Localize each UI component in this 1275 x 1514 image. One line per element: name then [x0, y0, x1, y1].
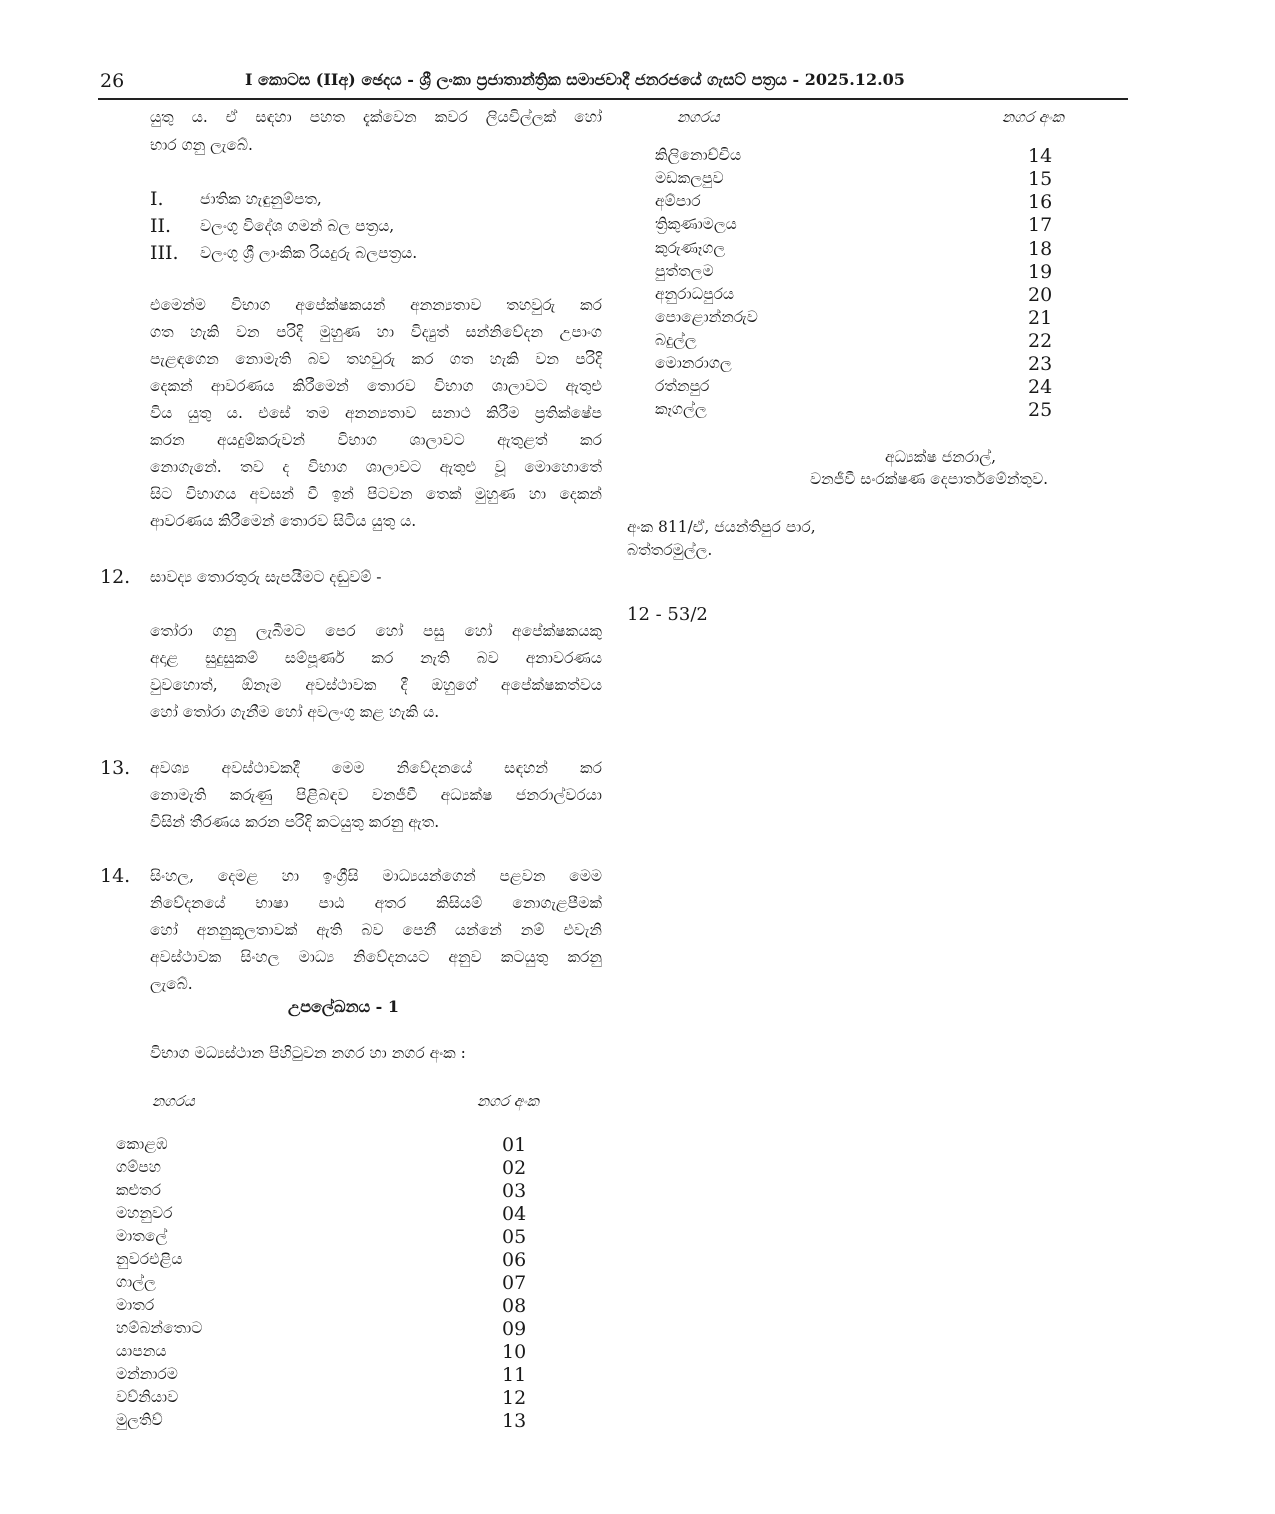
- header-rule: [98, 98, 1128, 100]
- city-name: කුරුණෑගල: [655, 239, 726, 257]
- id-list-item: ජාතික හැඳුනුම්පත,: [200, 190, 322, 208]
- section-14-line: සිංහල, දෙමළ හා ඉංග්‍රීසි මාධ්‍යයන්ගෙන් පළවන මෙම: [150, 867, 602, 885]
- identity-para-line: කරන අයදුම්කරුවන් විභාග ශාලාවට ඇතුළත් කර: [150, 431, 602, 449]
- table-header-city: නගරය: [152, 1092, 195, 1110]
- city-code: 22: [1028, 330, 1053, 352]
- city-code: 09: [502, 1318, 527, 1340]
- section-12-line: තෝරා ගනු ලැබීමට පෙර හෝ පසු හෝ අපේක්ෂකයකු: [150, 622, 602, 640]
- city-code: 20: [1028, 284, 1053, 306]
- identity-para-line: පැළඳගෙන නොමැති බව තහවුරු කර ගත හැකි වන පරිදි: [150, 350, 602, 368]
- table-header-code: නගර අංක: [477, 1092, 539, 1110]
- city-code: 24: [1028, 376, 1053, 398]
- annex-intro: විභාග මධ්‍යස්ථාන පිහිටුවන නගර හා නගර අංක :: [150, 1044, 466, 1062]
- city-code: 05: [502, 1226, 527, 1248]
- city-name: රත්නපුර: [655, 377, 710, 395]
- city-name: මහනුවර: [116, 1204, 173, 1222]
- city-code: 03: [502, 1180, 527, 1202]
- section-14-line: හෝ අනනුකූලතාවක් ඇති බව පෙනී යන්නේ නම් එවැනි: [150, 921, 602, 939]
- city-name: මාතලේ: [116, 1227, 168, 1245]
- city-name: මුලතිව්: [116, 1411, 163, 1429]
- id-list-numeral: III.: [150, 242, 179, 264]
- identity-para-line: එමෙන්ම විභාග අපේක්ෂකයන් අනන්‍යතාව තහවුරු කර: [150, 296, 602, 314]
- annex-title: උපලේඛනය - 1: [288, 997, 399, 1016]
- section-12-line: අදාළ සුදුසුකම් සම්පූර්ණ කර නැති බව අනාවරණය: [150, 649, 602, 667]
- city-name: යාපනය: [116, 1342, 167, 1360]
- section-13-number: 13.: [100, 757, 131, 779]
- city-name: පුත්තලම: [655, 262, 714, 280]
- city-name: වව්නියාව: [116, 1388, 179, 1406]
- id-list-item: වලංගු ශ්‍රී ලාංකික රියදුරු බලපත්‍රය.: [200, 244, 418, 262]
- reference-number: 12 - 53/2: [627, 604, 708, 625]
- section-12-line: හෝ තෝරා ගැනීම හෝ අවලංගු කළ හැකි ය.: [150, 703, 440, 721]
- city-code: 13: [502, 1410, 527, 1432]
- section-14-line: නිවේදනයේ භාෂා පාඨ අතර කිසියම් නොගැළපීමක්: [150, 894, 602, 912]
- section-12-title: සාවද්‍ය තොරතුරු සැපයීමට දඬුවම් -: [150, 568, 382, 586]
- city-code: 01: [502, 1134, 527, 1156]
- identity-para-line: ගත හැකි වන පරිදි මුහුණ හා විද්‍යුත් සන්නිවේදන උපාංග: [150, 323, 602, 341]
- intro-line-2: භාර ගනු ලැබේ.: [150, 136, 253, 154]
- city-code: 02: [502, 1157, 527, 1179]
- city-code: 17: [1028, 214, 1053, 236]
- city-code: 08: [502, 1295, 527, 1317]
- city-name: මොනරාගල: [655, 354, 732, 372]
- city-code: 04: [502, 1203, 527, 1225]
- table-header-city: නගරය: [677, 108, 720, 126]
- page-number: 26: [100, 70, 125, 92]
- city-name: කෑගල්ල: [655, 400, 707, 418]
- section-13-line: විසින් තීරණය කරන පරිදි කටයුතු කරනු ඇත.: [150, 813, 440, 831]
- city-name: බදුල්ල: [655, 331, 697, 349]
- city-code: 23: [1028, 353, 1053, 375]
- city-name: කොළඹ: [116, 1135, 168, 1153]
- section-13-line: නොමැති කරුණු පිළිබඳව වනජීවී අධ්‍යක්ෂ ජනරාල්වරයා: [150, 786, 602, 804]
- section-12-line: වුවහොත්, ඕනෑම අවස්ථාවක දී ඔහුගේ අපේක්ෂකත්වය: [150, 676, 602, 694]
- identity-para-line: ආවරණය කිරීමෙන් තොරව සිටිය යුතු ය.: [150, 512, 417, 530]
- city-name: හම්බන්තොට: [116, 1319, 203, 1337]
- identity-para-line: විය යුතු ය. එසේ තම අනන්‍යතාව සනාථ කිරීම ප්‍රතික්ෂේප: [150, 404, 602, 422]
- identity-para-line: සිට විභාගය අවසන් වී ඉන් පිටවන තෙක් මුහුණ හා දෙකන්: [150, 485, 602, 503]
- identity-para-line: දෙකන් ආවරණය කිරීමෙන් තොරව විභාග ශාලාවට ඇතුළු: [150, 377, 602, 395]
- city-name: කිලිනොච්චිය: [655, 146, 742, 164]
- city-code: 06: [502, 1249, 527, 1271]
- city-name: ත්‍රිකුණාමලය: [655, 215, 737, 233]
- city-code: 19: [1028, 261, 1053, 283]
- signatory-department: වනජීවී සංරක්ෂණ දෙපාර්තමේන්තුව.: [810, 470, 1049, 488]
- city-name: මඩකලපුව: [655, 169, 724, 187]
- table-header-code: නගර අංක: [1002, 108, 1064, 126]
- city-name: පොළොන්නරුව: [655, 308, 758, 326]
- city-code: 10: [502, 1341, 527, 1363]
- city-code: 15: [1028, 168, 1053, 190]
- city-code: 21: [1028, 307, 1053, 329]
- city-code: 11: [502, 1364, 527, 1386]
- city-name: මාතර: [116, 1296, 155, 1314]
- city-code: 25: [1028, 399, 1053, 421]
- city-code: 12: [502, 1387, 527, 1409]
- id-list-numeral: II.: [150, 215, 172, 237]
- city-name: නුවරඑළිය: [116, 1250, 183, 1268]
- city-name: කළුතර: [116, 1181, 162, 1199]
- city-code: 16: [1028, 191, 1053, 213]
- address-line-2: බත්තරමුල්ල.: [627, 541, 713, 559]
- running-title: I කොටස (IIඅ) ඡෙදය - ශ්‍රී ලංකා ප්‍රජාතාන්ත්‍රික සමාජවාදී ජනරජයේ ගැසට් පත්‍රය - 2025.12.05: [245, 70, 905, 89]
- city-name: ගම්පහ: [116, 1158, 161, 1176]
- id-list-item: වලංගු විදේශ ගමන් බල පත්‍රය,: [200, 217, 395, 235]
- city-name: අනුරාධපුරය: [655, 285, 735, 303]
- intro-line-1: යුතු ය. ඒ සඳහා පහත දැක්වෙන කවර ලියවිල්ලක් හෝ: [150, 108, 602, 126]
- identity-para-line: නොගැනේ. තව ද විභාග ශාලාවට ඇතුළු වූ මොහොතේ: [150, 458, 602, 476]
- address-line-1: අංක 811/ඒ, ජයන්තිපුර පාර,: [627, 518, 816, 536]
- city-name: මන්නාරම: [116, 1365, 178, 1383]
- section-14-line: ලැබේ.: [150, 975, 193, 993]
- city-code: 14: [1028, 145, 1053, 167]
- city-name: අම්පාර: [655, 192, 701, 210]
- city-code: 07: [502, 1272, 527, 1294]
- city-code: 18: [1028, 238, 1053, 260]
- section-12-number: 12.: [100, 566, 131, 588]
- section-13-line: අවශ්‍ය අවස්ථාවකදී මෙම නිවේදනයේ සඳහන් කර: [150, 759, 602, 777]
- signatory-title: අධ්‍යක්ෂ ජනරාල්,: [885, 448, 997, 466]
- section-14-line: අවස්ථාවක සිංහල මාධ්‍ය නිවේදනයට අනුව කටයුතු කරනු: [150, 948, 602, 966]
- section-14-number: 14.: [100, 865, 131, 887]
- id-list-numeral: I.: [150, 188, 164, 210]
- city-name: ගාල්ල: [116, 1273, 156, 1291]
